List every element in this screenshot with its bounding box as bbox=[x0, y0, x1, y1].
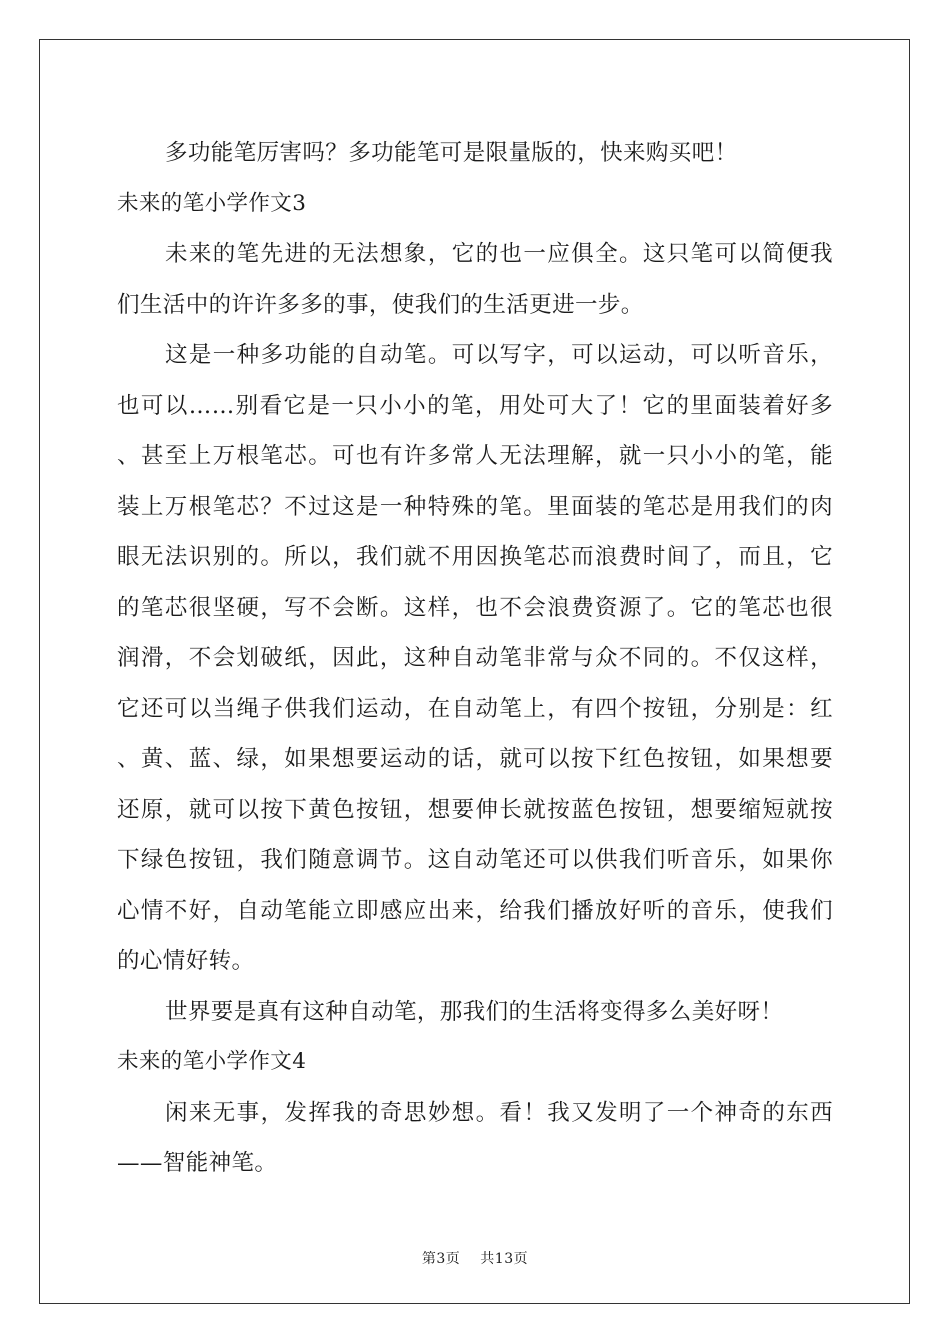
section-heading: 未来的笔小学作文3 bbox=[117, 190, 307, 216]
text-line: 还原，就可以按下黄色按钮，想要伸长就按蓝色按钮，想要缩短就按 bbox=[117, 796, 833, 823]
text-line: 润滑，不会划破纸，因此，这种自动笔非常与众不同的。不仅这样， bbox=[117, 645, 833, 671]
text-line: 闲来无事，发挥我的奇思妙想。看！我又发明了一个神奇的东西 bbox=[165, 1099, 833, 1126]
text-line: 们生活中的许许多多的事，使我们的生活更进一步。 bbox=[117, 291, 644, 318]
text-line: 、甚至上万根笔芯。可也有许多常人无法理解，就一只小小的笔，能 bbox=[117, 443, 833, 469]
text-line: 的心情好转。 bbox=[117, 948, 255, 974]
text-line: 的笔芯很坚硬，写不会断。这样，也不会浪费资源了。它的笔芯也很 bbox=[117, 594, 833, 621]
document-body bbox=[117, 128, 833, 1189]
page-total: 共13页 bbox=[480, 1251, 529, 1267]
text-line: 未来的笔先进的无法想象，它的也一应俱全。这只笔可以简便我 bbox=[165, 241, 833, 267]
section-heading: 未来的笔小学作文4 bbox=[117, 1049, 307, 1074]
text-line: 眼无法识别的。所以，我们就不用因换笔芯而浪费时间了，而且，它 bbox=[117, 544, 833, 570]
page-footer bbox=[0, 1248, 950, 1268]
text-line: 下绿色按钮，我们随意调节。这自动笔还可以供我们听音乐，如果你 bbox=[117, 847, 833, 873]
page-number: 第3页 bbox=[421, 1251, 461, 1267]
text-line: 心情不好，自动笔能立即感应出来，给我们播放好听的音乐，使我们 bbox=[117, 897, 833, 924]
text-line: 装上万根笔芯？不过这是一种特殊的笔。里面装的笔芯是用我们的肉 bbox=[117, 493, 833, 520]
text-line: 这是一种多功能的自动笔。可以写字，可以运动，可以听音乐， bbox=[165, 342, 833, 368]
text-line: ——智能神笔。 bbox=[117, 1150, 278, 1176]
text-line: 它还可以当绳子供我们运动，在自动笔上，有四个按钮，分别是：红 bbox=[117, 695, 833, 722]
text-line: 也可以……别看它是一只小小的笔，用处可大了！它的里面装着好多 bbox=[117, 392, 833, 419]
text-line: 多功能笔厉害吗？多功能笔可是限量版的，快来购买吧！ bbox=[165, 140, 738, 166]
text-line: 、黄、蓝、绿，如果想要运动的话，就可以按下红色按钮，如果想要 bbox=[117, 746, 833, 772]
text-line: 世界要是真有这种自动笔，那我们的生活将变得多么美好呀！ bbox=[165, 998, 784, 1025]
